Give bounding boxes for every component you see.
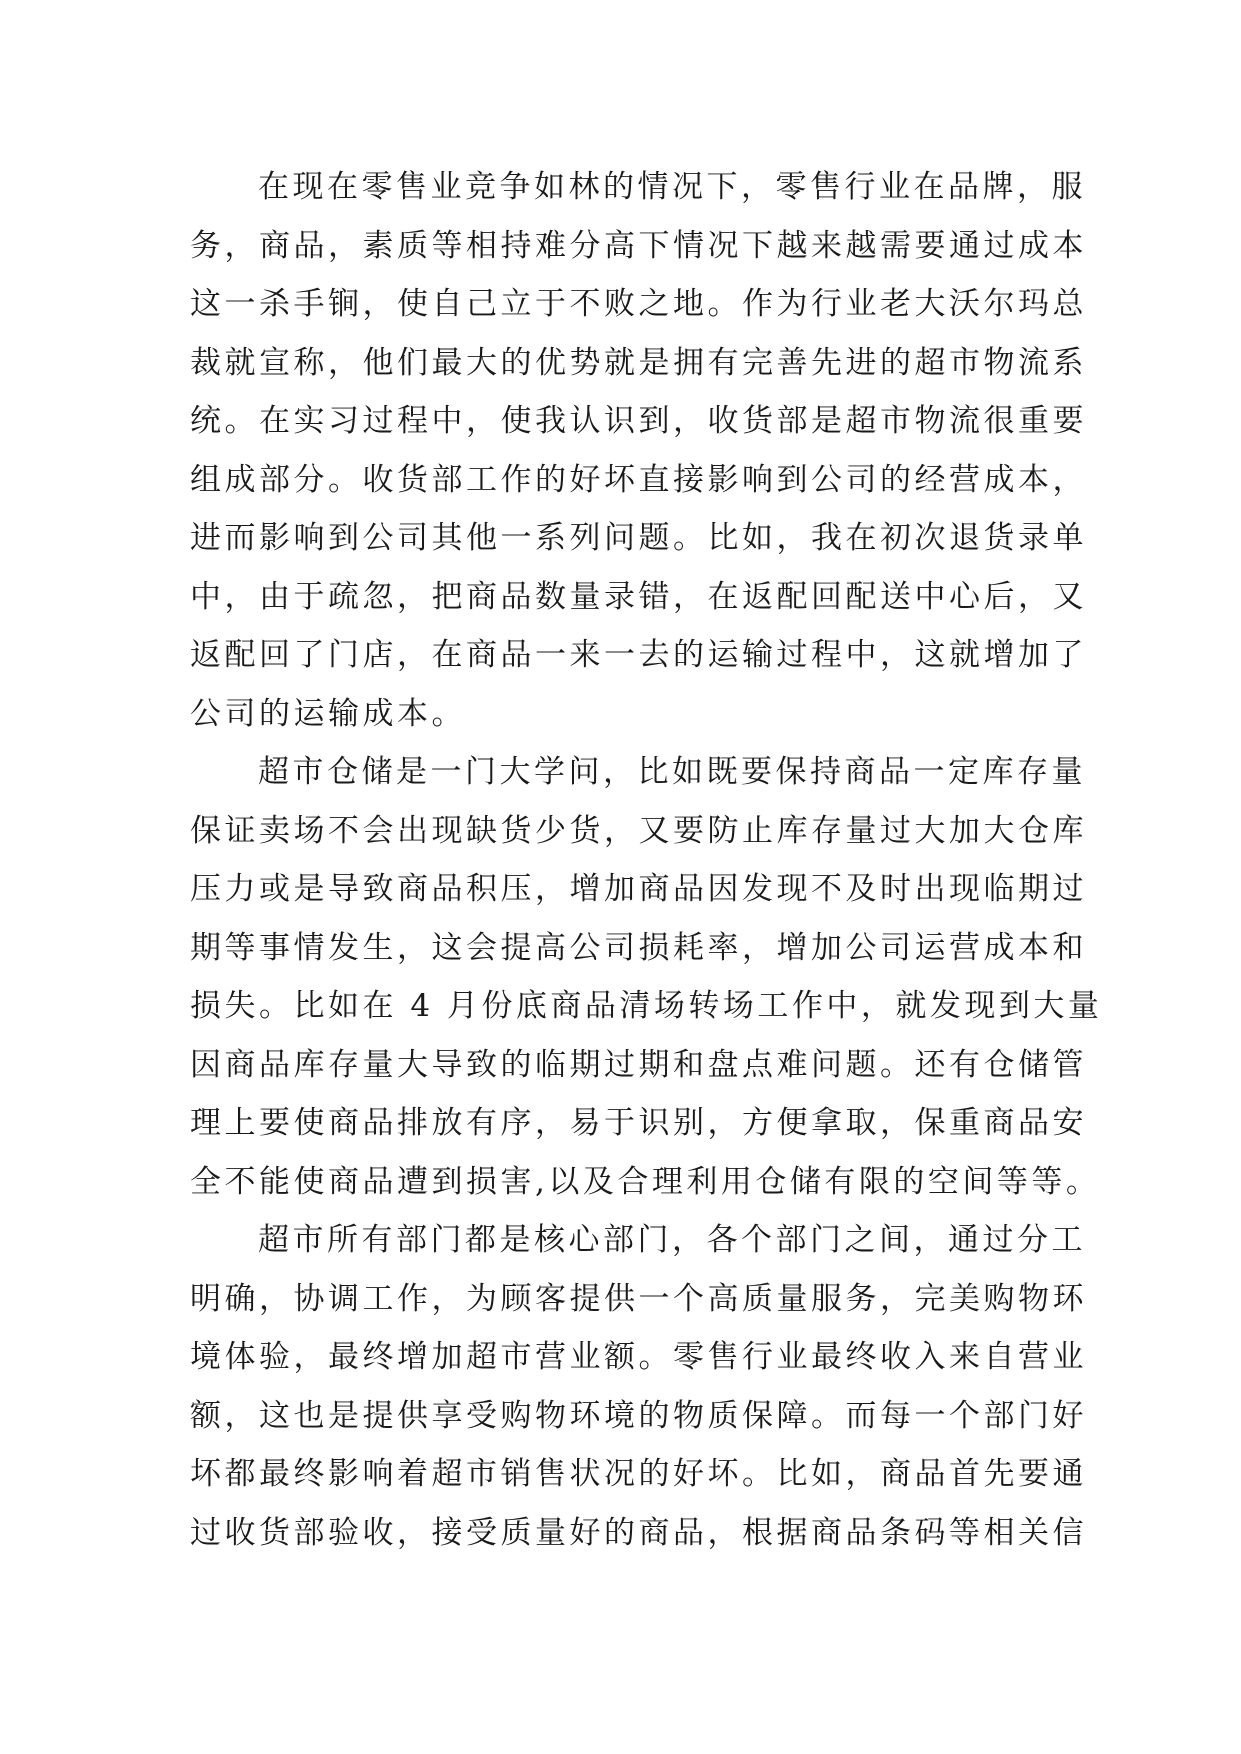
text-line: 保证卖场不会出现缺货少货，又要防止库存量过大加大仓库 (190, 812, 1087, 849)
paragraph-3 (190, 1211, 1087, 1562)
text-line: 返配回了门店，在商品一来一去的运输过程中，这就增加了 (190, 637, 1087, 673)
text-line: 过收货部验收，接受质量好的商品，根据商品条码等相关信 (190, 1514, 1087, 1551)
text-line: 期等事情发生，这会提高公司损耗率，增加公司运营成本和 (190, 929, 1087, 966)
text-line: 务，商品，素质等相持难分高下情况下越来越需要通过成本 (190, 227, 1087, 264)
text-line: 理上要使商品排放有序，易于识别，方便拿取，保重商品安 (190, 1105, 1087, 1141)
text-line: 统。在实习过程中，使我认识到，收货部是超市物流很重要 (190, 403, 1087, 439)
text-line: 在现在零售业竞争如林的情况下，零售行业在品牌，服 (258, 169, 1086, 205)
text-line: 裁就宣称，他们最大的优势就是拥有完善先进的超市物流系 (190, 344, 1087, 381)
text-line: 超市所有部门都是核心部门，各个部门之间，通过分工 (258, 1222, 1086, 1258)
text-line: 明确，协调工作，为顾客提供一个高质量服务，完美购物环 (190, 1280, 1087, 1317)
document-body (190, 158, 1103, 1562)
text-line: 超市仓储是一门大学问，比如既要保持商品一定库存量 (258, 754, 1086, 790)
paragraph-1 (190, 158, 1087, 743)
text-line: 这一杀手锏，使自己立于不败之地。作为行业老大沃尔玛总 (190, 286, 1087, 322)
text-line: 进而影响到公司其他一系列问题。比如，我在初次退货录单 (190, 520, 1087, 556)
text-line: 公司的运输成本。 (190, 695, 466, 732)
text-line: 组成部分。收货部工作的好坏直接影响到公司的经营成本， (190, 461, 1087, 498)
text-line: 损失。比如在 4 月份底商品清场转场工作中，就发现到大量 (190, 988, 1103, 1024)
text-line: 境体验，最终增加超市营业额。零售行业最终收入来自营业 (190, 1339, 1087, 1375)
text-line: 中，由于疏忽，把商品数量录错，在返配回配送中心后，又 (190, 578, 1087, 615)
text-line: 压力或是导致商品积压，增加商品因发现不及时出现临期过 (190, 871, 1087, 907)
paragraph-2 (190, 743, 1103, 1211)
text-line: 全不能使商品遭到损害,以及合理利用仓储有限的空间等等。 (190, 1163, 1101, 1200)
text-line: 因商品库存量大导致的临期过期和盘点难问题。还有仓储管 (190, 1046, 1087, 1083)
text-line: 额，这也是提供享受购物环境的物质保障。而每一个部门好 (190, 1397, 1087, 1434)
text-line: 坏都最终影响着超市销售状况的好坏。比如，商品首先要通 (190, 1456, 1087, 1492)
